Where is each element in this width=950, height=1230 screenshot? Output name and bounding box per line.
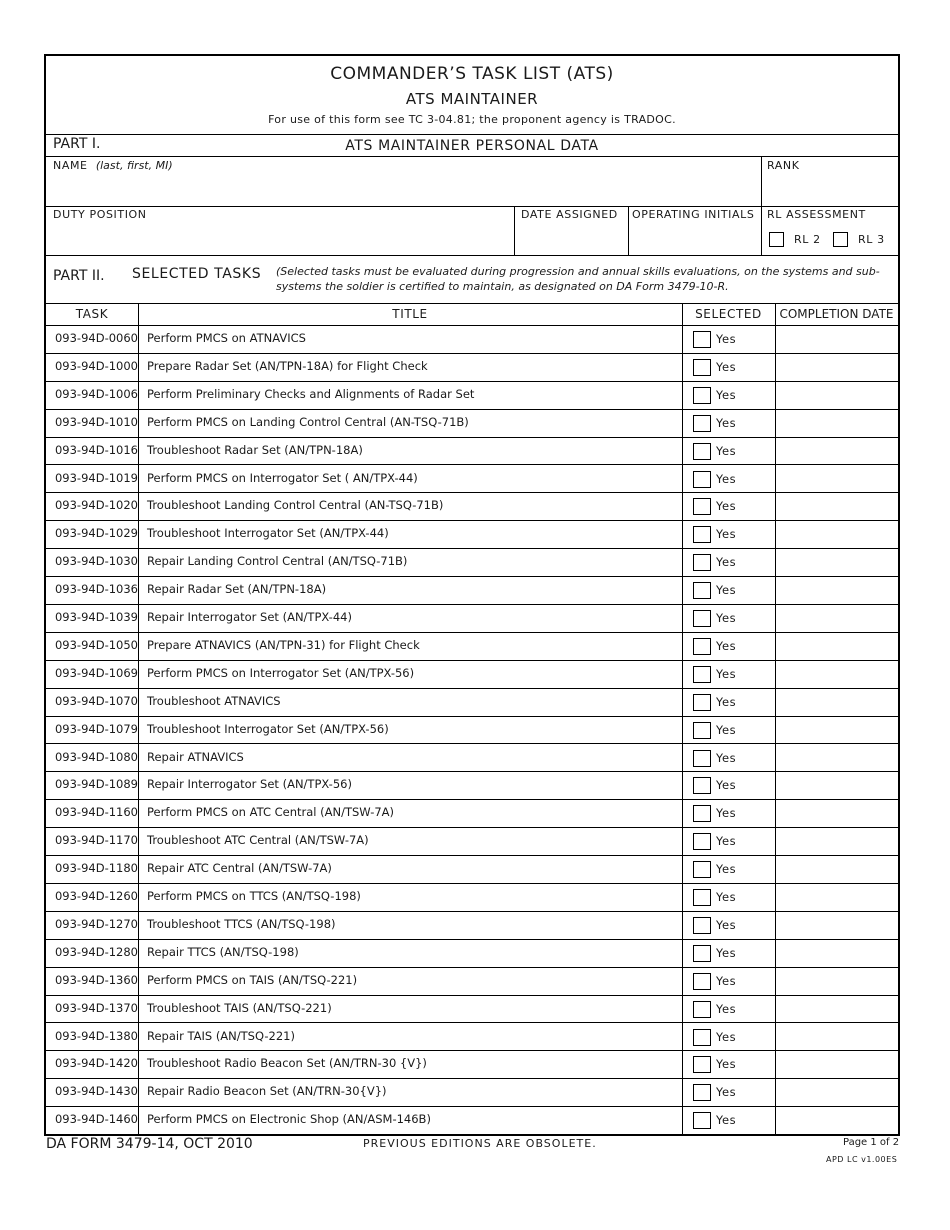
completion-date-field[interactable] xyxy=(776,883,898,911)
task-number: 093-94D-1089 xyxy=(54,777,138,792)
selected-checkbox[interactable] xyxy=(693,331,711,348)
col-header-title: TITLE xyxy=(392,307,428,321)
task-title: Repair TAIS (AN/TSQ-221) xyxy=(147,1028,295,1043)
yes-label: Yes xyxy=(716,945,737,960)
selected-checkbox[interactable] xyxy=(693,498,711,515)
table-row xyxy=(46,576,898,604)
yes-label: Yes xyxy=(716,555,737,570)
task-title: Troubleshoot ATNAVICS xyxy=(147,693,281,708)
completion-date-field[interactable] xyxy=(776,995,898,1023)
divider xyxy=(514,206,515,255)
table-row xyxy=(46,995,898,1023)
form-subtitle: ATS MAINTAINER xyxy=(405,90,539,108)
yes-label: Yes xyxy=(716,1085,737,1100)
selected-checkbox[interactable] xyxy=(693,694,711,711)
task-number: 093-94D-1260 xyxy=(54,889,138,903)
rl-assessment-label: RL ASSESSMENT xyxy=(767,208,866,221)
selected-checkbox[interactable] xyxy=(693,443,711,460)
yes-label: Yes xyxy=(716,471,737,486)
task-number: 093-94D-1170 xyxy=(54,833,138,848)
task-title: Perform PMCS on ATC Central (AN/TSW-7A) xyxy=(147,805,395,820)
table-row xyxy=(46,409,898,437)
selected-checkbox[interactable] xyxy=(693,1084,711,1101)
date-assigned-label: DATE ASSIGNED xyxy=(521,208,618,221)
table-row xyxy=(46,604,898,632)
operating-initials-label: OPERATING INITIALS xyxy=(632,208,755,221)
completion-date-field[interactable] xyxy=(776,325,898,353)
yes-label: Yes xyxy=(716,359,737,374)
part2-label: PART II. xyxy=(53,268,105,284)
divider xyxy=(46,134,898,135)
task-title: Perform PMCS on Landing Control Central (AN-TSQ-71B) xyxy=(147,414,469,429)
yes-label: Yes xyxy=(716,1057,737,1072)
selected-checkbox[interactable] xyxy=(693,917,711,934)
selected-checkbox[interactable] xyxy=(693,833,711,850)
task-number: 093-94D-1420 xyxy=(54,1056,138,1071)
table-row xyxy=(46,939,898,967)
task-title: Prepare Radar Set (AN/TPN-18A) for Flight Check xyxy=(147,358,428,373)
name-field[interactable] xyxy=(53,159,173,172)
task-title: Repair Radar Set (AN/TPN-18A) xyxy=(147,582,327,597)
divider xyxy=(761,156,762,206)
completion-date-field[interactable] xyxy=(776,716,898,744)
task-title: Perform PMCS on TAIS (AN/TSQ-221) xyxy=(147,972,358,987)
selected-checkbox[interactable] xyxy=(693,805,711,822)
task-number: 093-94D-1036 xyxy=(54,582,138,597)
table-row xyxy=(46,688,898,716)
table-row xyxy=(46,883,898,911)
table-row xyxy=(46,381,898,409)
completion-date-field[interactable] xyxy=(776,688,898,716)
yes-label: Yes xyxy=(716,527,737,542)
yes-label: Yes xyxy=(716,890,737,904)
selected-checkbox[interactable] xyxy=(693,387,711,404)
selected-checkbox[interactable] xyxy=(693,415,711,432)
table-row xyxy=(46,660,898,688)
task-title: Perform PMCS on TTCS (AN/TSQ-198) xyxy=(147,889,361,903)
selected-checkbox[interactable] xyxy=(693,554,711,571)
table-row xyxy=(46,632,898,660)
yes-label: Yes xyxy=(716,834,737,849)
task-title: Troubleshoot ATC Central (AN/TSW-7A) xyxy=(147,833,369,848)
task-title: Repair ATNAVICS xyxy=(147,749,244,764)
task-number: 093-94D-1010 xyxy=(54,414,138,429)
task-number: 093-94D-1039 xyxy=(54,610,138,624)
task-title: Perform Preliminary Checks and Alignments of Radar Set xyxy=(147,386,475,401)
task-number: 093-94D-1080 xyxy=(54,749,138,764)
table-row xyxy=(46,465,898,493)
col-header-selected: SELECTED xyxy=(695,307,762,321)
task-title: Repair Interrogator Set (AN/TPX-44) xyxy=(147,610,352,624)
part2-title: SELECTED TASKS xyxy=(132,266,262,282)
part2-note: (Selected tasks must be evaluated during progression and annual skills evaluations, on the systems and sub-systems the soldier is certified to maintain, as designated on DA Form 3479-10-R. xyxy=(276,265,880,293)
completion-date-field[interactable] xyxy=(776,660,898,688)
completion-date-field[interactable] xyxy=(776,492,898,520)
name-hint: (last, first, MI) xyxy=(95,159,173,172)
col-header-completion-date: COMPLETION DATE xyxy=(779,307,894,321)
rl3-label: RL 3 xyxy=(858,233,885,246)
yes-label: Yes xyxy=(716,387,737,402)
completion-date-field[interactable] xyxy=(776,827,898,855)
rl2-checkbox[interactable] xyxy=(769,232,784,247)
completion-date-field[interactable] xyxy=(776,911,898,939)
task-number: 093-94D-1160 xyxy=(54,805,138,820)
yes-label: Yes xyxy=(716,694,737,709)
task-number: 093-94D-1380 xyxy=(54,1028,138,1043)
selected-checkbox[interactable] xyxy=(693,526,711,543)
completion-date-field[interactable] xyxy=(776,381,898,409)
task-number: 093-94D-0060 xyxy=(54,331,138,345)
task-number: 093-94D-1006 xyxy=(54,386,138,401)
table-row xyxy=(46,437,898,465)
completion-date-field[interactable] xyxy=(776,939,898,967)
selected-checkbox[interactable] xyxy=(693,1112,711,1129)
completion-date-field[interactable] xyxy=(776,744,898,772)
divider xyxy=(46,156,898,157)
completion-date-field[interactable] xyxy=(776,855,898,883)
task-title: Perform PMCS on Interrogator Set (AN/TPX-56) xyxy=(147,665,415,680)
task-title: Perform PMCS on Electronic Shop (AN/ASM-146B) xyxy=(147,1112,431,1127)
task-number: 093-94D-1180 xyxy=(54,861,138,876)
selected-checkbox[interactable] xyxy=(693,666,711,683)
selected-checkbox[interactable] xyxy=(693,1056,711,1073)
table-row xyxy=(46,1050,898,1078)
task-title: Repair TTCS (AN/TSQ-198) xyxy=(147,944,299,959)
task-number: 093-94D-1019 xyxy=(54,470,138,485)
yes-label: Yes xyxy=(716,666,737,681)
yes-label: Yes xyxy=(716,583,737,598)
selected-checkbox[interactable] xyxy=(693,750,711,767)
task-number: 093-94D-1270 xyxy=(54,916,138,931)
rank-field[interactable] xyxy=(767,159,800,172)
part1-label: PART I. xyxy=(53,136,101,152)
yes-label: Yes xyxy=(716,332,737,346)
completion-date-field[interactable] xyxy=(776,409,898,437)
selected-checkbox[interactable] xyxy=(693,889,711,906)
completion-date-field[interactable] xyxy=(776,548,898,576)
yes-label: Yes xyxy=(716,973,737,988)
task-title: Repair Interrogator Set (AN/TPX-56) xyxy=(147,777,352,792)
yes-label: Yes xyxy=(716,611,737,625)
selected-checkbox[interactable] xyxy=(693,359,711,376)
task-title: Troubleshoot TTCS (AN/TSQ-198) xyxy=(147,916,336,931)
form-frame xyxy=(44,54,900,1136)
task-title: Repair Landing Control Central (AN/TSQ-71B) xyxy=(147,554,408,569)
table-row xyxy=(46,744,898,772)
completion-date-field[interactable] xyxy=(776,632,898,660)
table-row xyxy=(46,771,898,799)
yes-label: Yes xyxy=(716,1001,737,1016)
table-row xyxy=(46,716,898,744)
table-row xyxy=(46,548,898,576)
task-number: 093-94D-1069 xyxy=(54,665,138,680)
yes-label: Yes xyxy=(716,917,737,932)
task-number: 093-94D-1000 xyxy=(54,358,138,373)
task-number: 093-94D-1370 xyxy=(54,1000,138,1015)
completion-date-field[interactable] xyxy=(776,1078,898,1106)
completion-date-field[interactable] xyxy=(776,437,898,465)
task-number: 093-94D-1070 xyxy=(54,693,138,708)
selected-checkbox[interactable] xyxy=(693,1001,711,1018)
table-row xyxy=(46,520,898,548)
yes-label: Yes xyxy=(716,499,737,514)
date-assigned-field[interactable] xyxy=(521,208,618,221)
form-id: DA FORM 3479-14, OCT 2010 xyxy=(46,1136,253,1152)
divider xyxy=(761,206,762,255)
table-row xyxy=(46,799,898,827)
task-title: Perform PMCS on Interrogator Set ( AN/TPX-44) xyxy=(147,470,418,485)
selected-checkbox[interactable] xyxy=(693,722,711,739)
name-label: NAME xyxy=(53,159,88,172)
task-number: 093-94D-1029 xyxy=(54,526,138,541)
completion-date-field[interactable] xyxy=(776,967,898,995)
version-label: APD LC v1.00ES xyxy=(826,1155,898,1164)
selected-checkbox[interactable] xyxy=(693,973,711,990)
divider xyxy=(46,255,898,256)
task-title: Repair Radio Beacon Set (AN/TRN-30{V}) xyxy=(147,1084,387,1099)
yes-label: Yes xyxy=(716,638,737,653)
table-row xyxy=(46,855,898,883)
task-number: 093-94D-1030 xyxy=(54,554,138,569)
yes-label: Yes xyxy=(716,415,737,430)
task-number: 093-94D-1360 xyxy=(54,972,138,987)
task-title: Troubleshoot Interrogator Set (AN/TPX-44) xyxy=(147,526,389,541)
task-number: 093-94D-1280 xyxy=(54,944,138,959)
task-title: Troubleshoot TAIS (AN/TSQ-221) xyxy=(147,1000,332,1015)
task-title: Troubleshoot Radio Beacon Set (AN/TRN-30 {V}) xyxy=(147,1056,427,1071)
completion-date-field[interactable] xyxy=(776,799,898,827)
table-row xyxy=(46,1106,898,1134)
task-number: 093-94D-1430 xyxy=(54,1084,138,1099)
task-title: Prepare ATNAVICS (AN/TPN-31) for Flight Check xyxy=(147,637,420,652)
col-header-task: TASK xyxy=(75,307,109,321)
selected-checkbox[interactable] xyxy=(693,582,711,599)
rl3-checkbox[interactable] xyxy=(833,232,848,247)
divider xyxy=(628,206,629,255)
task-number: 093-94D-1460 xyxy=(54,1112,138,1127)
selected-checkbox[interactable] xyxy=(693,777,711,794)
completion-date-field[interactable] xyxy=(776,1023,898,1051)
completion-date-field[interactable] xyxy=(776,576,898,604)
form-title: COMMANDER’S TASK LIST (ATS) xyxy=(330,64,614,84)
operating-initials-field[interactable] xyxy=(632,208,754,221)
duty-position-label: DUTY POSITION xyxy=(53,208,147,221)
yes-label: Yes xyxy=(716,806,737,821)
task-title: Troubleshoot Landing Control Central (AN-TSQ-71B) xyxy=(147,498,444,513)
task-number: 093-94D-1016 xyxy=(54,442,138,457)
completion-date-field[interactable] xyxy=(776,1106,898,1134)
page-number: Page 1 of 2 xyxy=(843,1137,900,1148)
divider xyxy=(46,303,898,304)
yes-label: Yes xyxy=(716,778,737,793)
completion-date-field[interactable] xyxy=(776,520,898,548)
selected-checkbox[interactable] xyxy=(693,1029,711,1046)
obsolete-notice: PREVIOUS EDITIONS ARE OBSOLETE. xyxy=(363,1137,597,1150)
task-title: Repair ATC Central (AN/TSW-7A) xyxy=(147,861,332,876)
task-number: 093-94D-1020 xyxy=(54,498,138,513)
table-row xyxy=(46,911,898,939)
yes-label: Yes xyxy=(716,722,737,737)
table-row xyxy=(46,325,898,353)
rank-label: RANK xyxy=(767,159,800,172)
task-number: 093-94D-1079 xyxy=(54,721,138,736)
task-title: Perform PMCS on ATNAVICS xyxy=(147,331,306,345)
completion-date-field[interactable] xyxy=(776,465,898,493)
table-row xyxy=(46,967,898,995)
table-row xyxy=(46,1023,898,1051)
task-title: Troubleshoot Radar Set (AN/TPN-18A) xyxy=(147,442,363,457)
yes-label: Yes xyxy=(716,1113,737,1128)
yes-label: Yes xyxy=(716,862,737,877)
duty-position-field[interactable] xyxy=(53,208,147,221)
selected-checkbox[interactable] xyxy=(693,610,711,627)
yes-label: Yes xyxy=(716,750,737,765)
completion-date-field[interactable] xyxy=(776,771,898,799)
part1-title: ATS MAINTAINER PERSONAL DATA xyxy=(345,138,599,154)
rl2-label: RL 2 xyxy=(794,233,821,246)
divider xyxy=(46,206,898,207)
table-row xyxy=(46,353,898,381)
task-number: 093-94D-1050 xyxy=(54,637,138,652)
selected-checkbox[interactable] xyxy=(693,638,711,655)
completion-date-field[interactable] xyxy=(776,604,898,632)
selected-checkbox[interactable] xyxy=(693,471,711,488)
form-usage-note: For use of this form see TC 3-04.81; the proponent agency is TRADOC. xyxy=(268,113,676,126)
yes-label: Yes xyxy=(716,1029,737,1044)
selected-checkbox[interactable] xyxy=(693,945,711,962)
table-row xyxy=(46,827,898,855)
selected-checkbox[interactable] xyxy=(693,861,711,878)
completion-date-field[interactable] xyxy=(776,353,898,381)
task-title: Troubleshoot Interrogator Set (AN/TPX-56) xyxy=(147,721,389,736)
yes-label: Yes xyxy=(716,443,737,458)
table-row xyxy=(46,1078,898,1106)
table-row xyxy=(46,492,898,520)
completion-date-field[interactable] xyxy=(776,1050,898,1078)
